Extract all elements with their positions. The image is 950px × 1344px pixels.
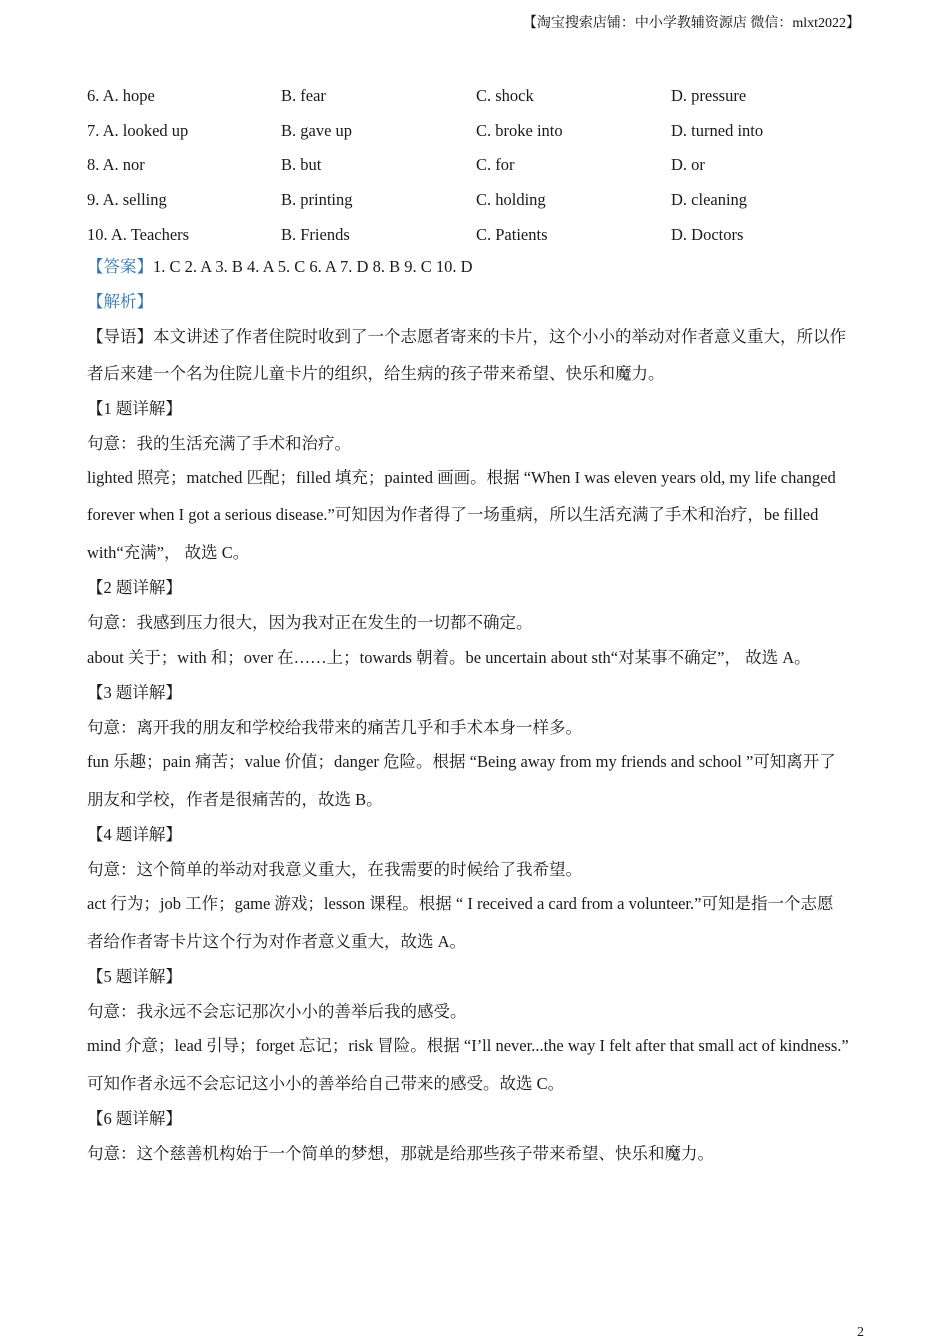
q6-meaning: 句意：这个慈善机构始于一个简单的梦想，那就是给那些孩子带来希望、快乐和魔力。 bbox=[87, 1144, 714, 1163]
option-d: D. Doctors bbox=[671, 224, 744, 244]
q6-title: 【6 题详解】 bbox=[87, 1109, 182, 1128]
q2-meaning: 句意：我感到压力很大，因为我对正在发生的一切都不确定。 bbox=[87, 613, 533, 632]
q5-explanation: 可知作者永远不会忘记这小小的善举给自己带来的感受。故选 C。 bbox=[87, 1074, 565, 1093]
option-b: B. gave up bbox=[281, 120, 353, 140]
option-a: 6. A. hope bbox=[87, 86, 155, 106]
option-a: 8. A. nor bbox=[87, 155, 145, 175]
q3-explanation: 朋友和学校，作者是很痛苦的，故选 B。 bbox=[87, 790, 383, 809]
option-c: C. shock bbox=[476, 86, 534, 106]
option-d: D. pressure bbox=[671, 86, 747, 106]
q4-explanation: 者给作者寄卡片这个行为对作者意义重大，故选 A。 bbox=[87, 932, 467, 951]
option-d: D. cleaning bbox=[671, 190, 748, 210]
option-c: C. Patients bbox=[476, 224, 548, 244]
page-number: 2 bbox=[857, 1325, 864, 1340]
option-b: B. Friends bbox=[281, 224, 350, 244]
option-b: B. printing bbox=[281, 190, 353, 210]
q1-explanation: lighted 照亮；matched 匹配；filled 填充；painted 画画。根据 “When I was eleven years old, my life changed bbox=[87, 468, 836, 487]
option-row bbox=[87, 79, 887, 114]
option-b: B. but bbox=[281, 155, 322, 175]
q1-explanation: forever when I got a serious disease.”可知因为作者得了一场重病，所以生活充满了手术和治疗，be filled bbox=[87, 505, 819, 524]
q5-explanation: mind 介意；lead 引导；forget 忘记；risk 冒险。根据 “I’ll never...the way I felt after that small act of kindness.” bbox=[87, 1036, 849, 1055]
option-d: D. turned into bbox=[671, 120, 764, 140]
option-d: D. or bbox=[671, 155, 705, 175]
answer-label: 【答案】 bbox=[87, 257, 153, 276]
options-table bbox=[87, 79, 887, 252]
q5-title: 【5 题详解】 bbox=[87, 967, 182, 986]
q3-title: 【3 题详解】 bbox=[87, 683, 182, 702]
option-a: 7. A. looked up bbox=[87, 120, 189, 140]
option-c: C. for bbox=[476, 155, 515, 175]
q1-title: 【1 题详解】 bbox=[87, 399, 182, 418]
option-a: 10. A. Teachers bbox=[87, 224, 190, 244]
option-row bbox=[87, 183, 887, 218]
option-a: 9. A. selling bbox=[87, 190, 167, 210]
q2-title: 【2 题详解】 bbox=[87, 578, 182, 597]
page-header: 【淘宝搜索店铺：中小学教辅资源店 微信：mlxt2022】 bbox=[522, 16, 860, 31]
q3-explanation: fun 乐趣；pain 痛苦；value 价值；danger 危险。根据 “Being away from my friends and school ”可知离开了 bbox=[87, 752, 836, 771]
option-c: C. holding bbox=[476, 190, 546, 210]
intro-line: 【导语】本文讲述了作者住院时收到了一个志愿者寄来的卡片，这个小小的举动对作者意义重大，所以作 bbox=[87, 327, 846, 346]
option-row bbox=[87, 217, 887, 252]
option-row bbox=[87, 114, 887, 149]
answer-text: 1. C 2. A 3. B 4. A 5. C 6. A 7. D 8. B 9. C 10. D bbox=[153, 257, 473, 276]
option-b: B. fear bbox=[281, 86, 326, 106]
q3-meaning: 句意：离开我的朋友和学校给我带来的痛苦几乎和手术本身一样多。 bbox=[87, 718, 582, 737]
q1-explanation: with“充满”， 故选 C。 bbox=[87, 543, 250, 562]
option-row bbox=[87, 148, 887, 183]
q1-meaning: 句意：我的生活充满了手术和治疗。 bbox=[87, 434, 351, 453]
option-c: C. broke into bbox=[476, 120, 563, 140]
q5-meaning: 句意：我永远不会忘记那次小小的善举后我的感受。 bbox=[87, 1002, 467, 1021]
q4-explanation: act 行为；job 工作；game 游戏；lesson 课程。根据 “ I received a card from a volunteer.”可知是指一个志愿 bbox=[87, 894, 834, 913]
analysis-label: 【解析】 bbox=[87, 292, 153, 311]
answer-line bbox=[87, 253, 473, 277]
q4-title: 【4 题详解】 bbox=[87, 825, 182, 844]
intro-line: 者后来建一个名为住院儿童卡片的组织，给生病的孩子带来希望、快乐和魔力。 bbox=[87, 364, 665, 383]
q2-explanation: about 关于；with 和；over 在……上；towards 朝着。be uncertain about sth“对某事不确定”， 故选 A。 bbox=[87, 648, 811, 667]
q4-meaning: 句意：这个简单的举动对我意义重大，在我需要的时候给了我希望。 bbox=[87, 860, 582, 879]
